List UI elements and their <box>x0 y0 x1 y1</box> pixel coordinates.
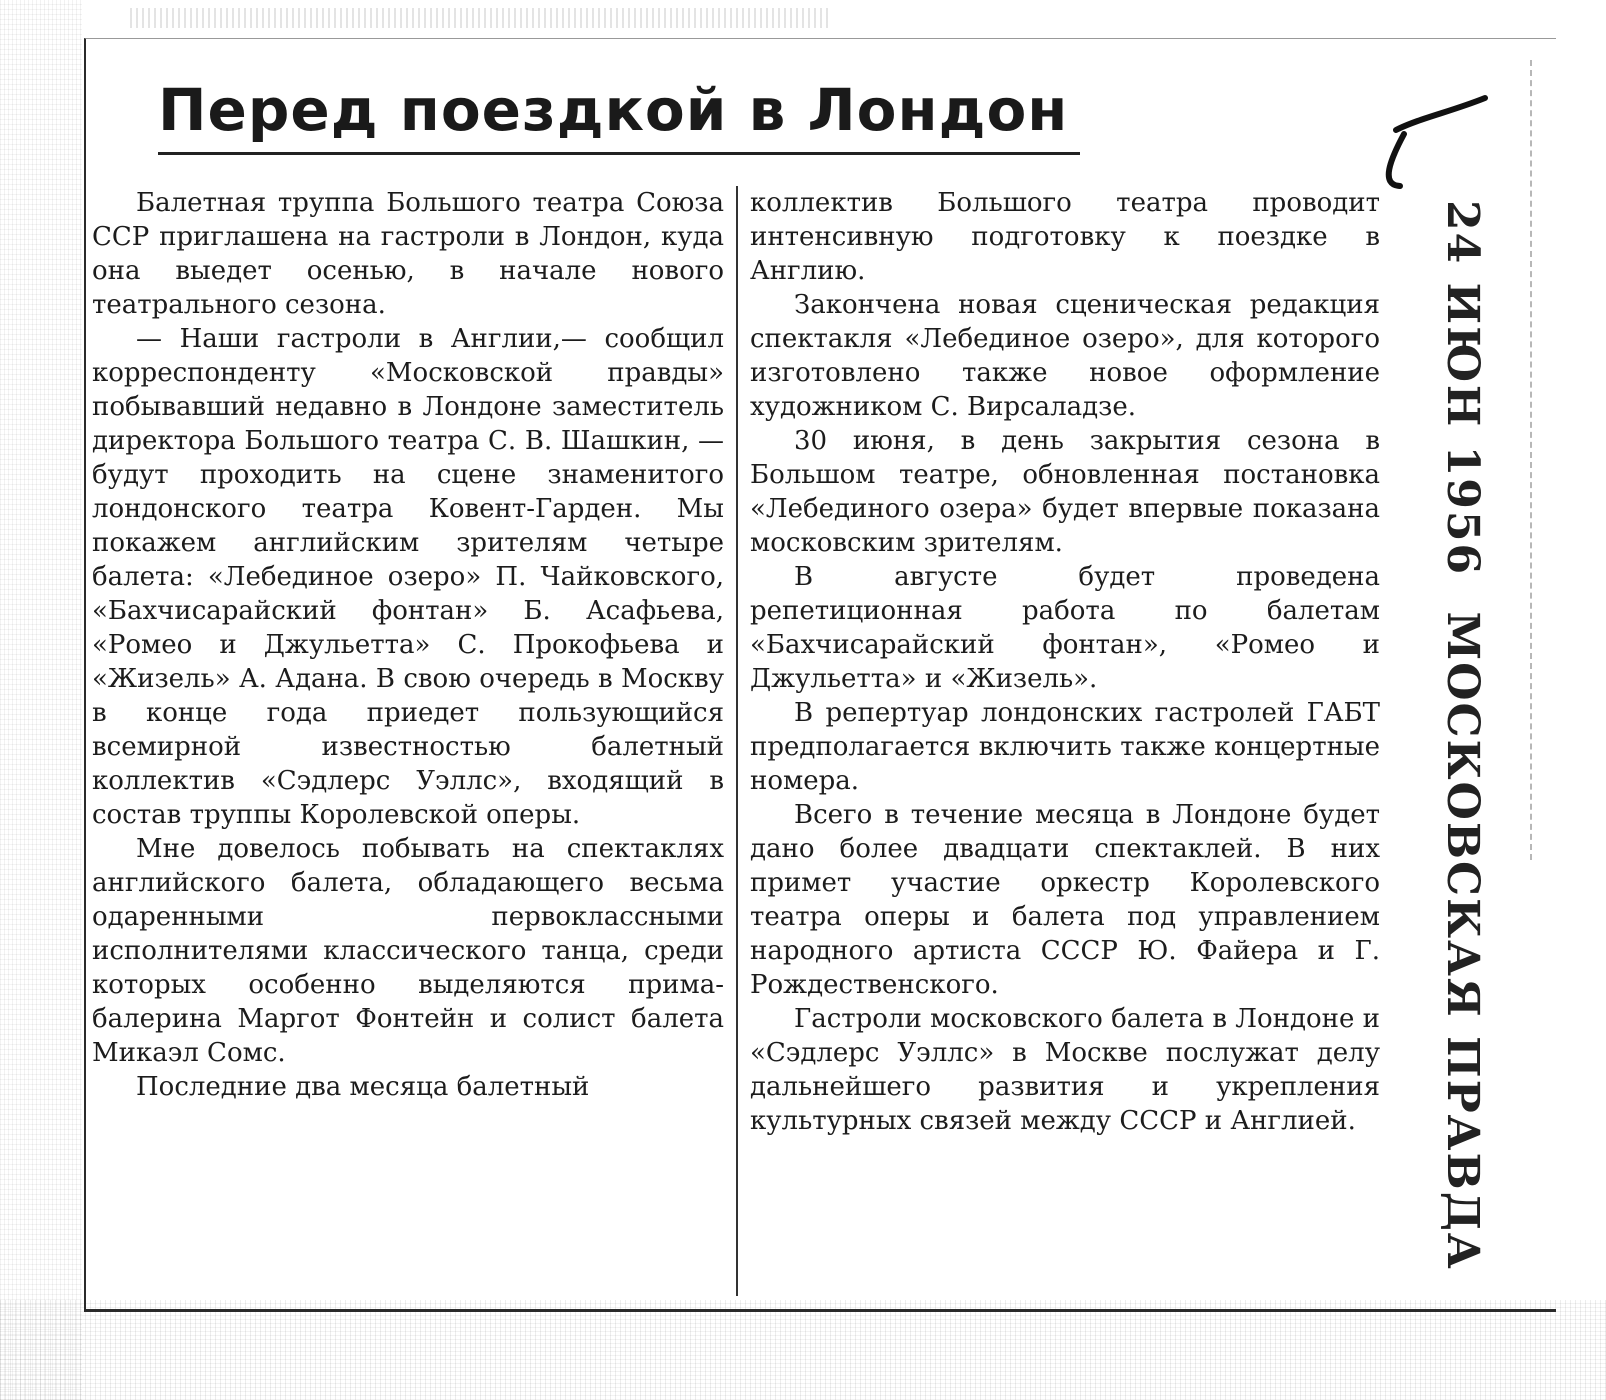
scan-noise-top <box>130 8 830 28</box>
scan-noise-left <box>0 0 82 1400</box>
headline-rule <box>158 152 1080 155</box>
article-headline: Перед поездкой в Лондон <box>158 76 1069 144</box>
paragraph: В репертуар лондонских гастролей ГАБТ предполагается включить также концертные номера. <box>750 698 1380 796</box>
handwritten-mark-icon <box>1360 90 1490 200</box>
clipping-edge <box>1530 60 1532 860</box>
paragraph: Закончена новая сценическая редакция спектакля «Лебединое озеро», для которого изготовлено также новое оформление художником С. Вирсаладзе. <box>750 290 1380 422</box>
stamp-date: 24 ИЮН 1956 <box>1437 200 1488 577</box>
paragraph: коллектив Большого театра проводит интенсивную подготовку к поездке в Англию. <box>750 188 1380 286</box>
date-source-stamp <box>1404 200 1488 1271</box>
right-column <box>750 186 1380 1138</box>
paragraph: Всего в течение месяца в Лондоне будет дано более двадцати спектаклей. В них примет участие оркестр Королевского театра оперы и балета под управлением народного артиста СССР Ю. Файера и Г. Рождественского. <box>750 800 1380 1000</box>
paragraph: В августе будет проведена репетиционная работа по балетам «Бахчисарайский фонтан», «Ромео и Джульетта» и «Жизель». <box>750 562 1380 694</box>
paragraph: Мне довелось побывать на спектаклях английского балета, обладающего весьма одаренными первоклассными исполнителями классического танца, среди которых особенно выделяются прима-балерина Маргот Фонтейн и солист балета Микаэл Сомс. <box>92 834 724 1068</box>
paragraph: 30 июня, в день закрытия сезона в Большом театре, обновленная постановка «Лебединого озера» будет впервые показана московским зрителям. <box>750 426 1380 558</box>
scan-noise-bottom <box>0 1300 1606 1400</box>
paragraph: Гастроли московского балета в Лондоне и «Сэдлерс Уэллс» в Москве послужат делу дальнейшего развития и укрепления культурных связей между СССР и Англией. <box>750 1004 1380 1136</box>
paragraph: Балетная труппа Большого театра Союза ССР приглашена на гастроли в Лондон, куда она выедет осенью, в начале нового театрального сезона. <box>92 188 724 320</box>
stamp-source: МОСКОВСКАЯ ПРАВДА <box>1437 611 1488 1271</box>
paragraph: Последние два месяца балетный <box>136 1072 590 1102</box>
column-divider <box>736 186 738 1296</box>
left-column <box>92 186 724 1104</box>
paragraph: — Наши гастроли в Англии,— сообщил корреспонденту «Московской правды» побывавший недавно в Лондоне заместитель директора Большого театра С. В. Шашкин, — будут проходить на сцене знаменитого лондонского театра Ковент-Гарден. Мы покажем английским зрителям четыре балета: «Лебединое озеро» П. Чайковского, «Бахчисарайский фонтан» Б. Асафьева, «Ромео и Джульетта» С. Прокофьева и «Жизель» А. Адана. В свою очередь в Москву в конце года приедет пользующийся всемирной известностью балетный коллектив «Сэдлерс Уэллс», входящий в состав труппы Королевской оперы. <box>92 324 724 830</box>
